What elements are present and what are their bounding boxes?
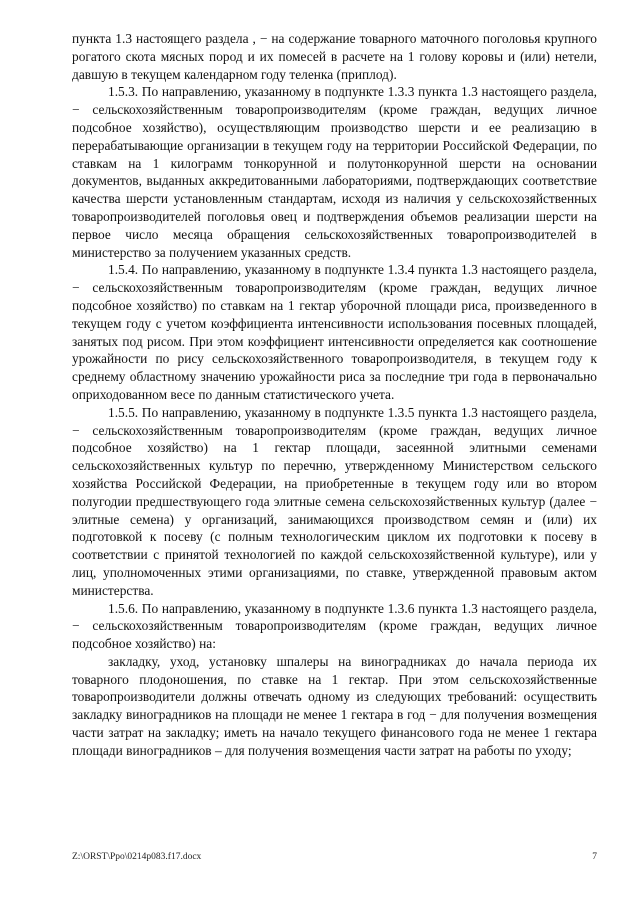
paragraph-1-5-4: 1.5.4. По направлению, указанному в подпункте 1.3.4 пункта 1.3 настоящего раздела, − сельскохозяйственным товаропроизводителям (кроме граждан, ведущих личное подсобное хозяйство) по ставкам на 1 гектар уборочной площади риса, произведенного в текущем году с учетом коэффициента интенсивности использования посевных площадей, занятых под рисом. При этом коэффициент интенсивности определяется как соотношение урожайности по рису сельскохозяйственного товаропроизводителя, в текущем году к среднему областному значению урожайности риса за последние три года в первоначально оприходованном весе по данным статистического учета.: [72, 262, 597, 402]
paragraph-vineyards: закладку, уход, установку шпалеры на виноградниках до начала периода их товарного плодоношения, по ставке на 1 гектар. При этом сельскохозяйственные товаропроизводители должны отвечать одному из следующих требований: осуществить закладку виноградников на площади не менее 1 гектара в год − для получения возмещения части затрат на закладку; иметь на начало текущего финансового года не менее 1 гектара площади виноградников – для получения возмещения части затрат на работы по уходу;: [72, 653, 597, 758]
paragraph-1-5-3: 1.5.3. По направлению, указанному в подпункте 1.3.3 пункта 1.3 настоящего раздела, − сельскохозяйственным товаропроизводителям (кроме граждан, ведущих личное подсобное хозяйство), осуществляющим производство шерсти и ее реализацию в перерабатывающие организации в текущем году на территории Российской Федерации, по ставкам на 1 килограмм тонкорунной и полутонкорунной шерсти на основании документов, выданных аккредитованными лабораториями, подтверждающих соответствие качества шерсти установленным стандартам, исходя из наличия у сельскохозяйственных товаропроизводителей поголовья овец и подтверждения объемов реализации шерсти на первое число месяца обращения сельскохозяйственных товаропроизводителей в министерство за получением указанных средств.: [72, 84, 597, 260]
paragraph-continuation: пункта 1.3 настоящего раздела , − на содержание товарного маточного поголовья крупного рогатого скота мясных пород и их помесей в расчете на 1 голову коровы и (или) нетели, давшую в текущем календарном году теленка (приплод).: [72, 31, 597, 82]
footer-file-path: Z:\ORST\Ppo\0214p083.f17.docx: [72, 852, 202, 862]
paragraph-1-5-5: 1.5.5. По направлению, указанному в подпункте 1.3.5 пункта 1.3 настоящего раздела, − сельскохозяйственным товаропроизводителям (кроме граждан, ведущих личное подсобное хозяйство) на 1 гектар площади, засеянной элитными семенами сельскохозяйственных культур по перечню, утвержденному Министерством сельского хозяйства Российской Федерации, на приобретенные в текущем году или во втором полугодии предшествующего года элитные семена сельскохозяйственных культур (далее − элитные семена) у организаций, занимающихся производством семян и (или) их подготовкой к посеву (с полным технологическим циклом их подготовки к посеву в соответствии с принятой технологией по каждой сельскохозяйственной культуре), или у лиц, уполномоченных этими организациями, по ставке, утвержденной правовым актом министерства.: [72, 404, 597, 598]
paragraph-1-5-6: 1.5.6. По направлению, указанному в подпункте 1.3.6 пункта 1.3 настоящего раздела, − сельскохозяйственным товаропроизводителям (кроме граждан, ведущих личное подсобное хозяйство) на:: [72, 600, 597, 652]
page-number: 7: [592, 852, 597, 862]
document-body: [72, 30, 597, 760]
